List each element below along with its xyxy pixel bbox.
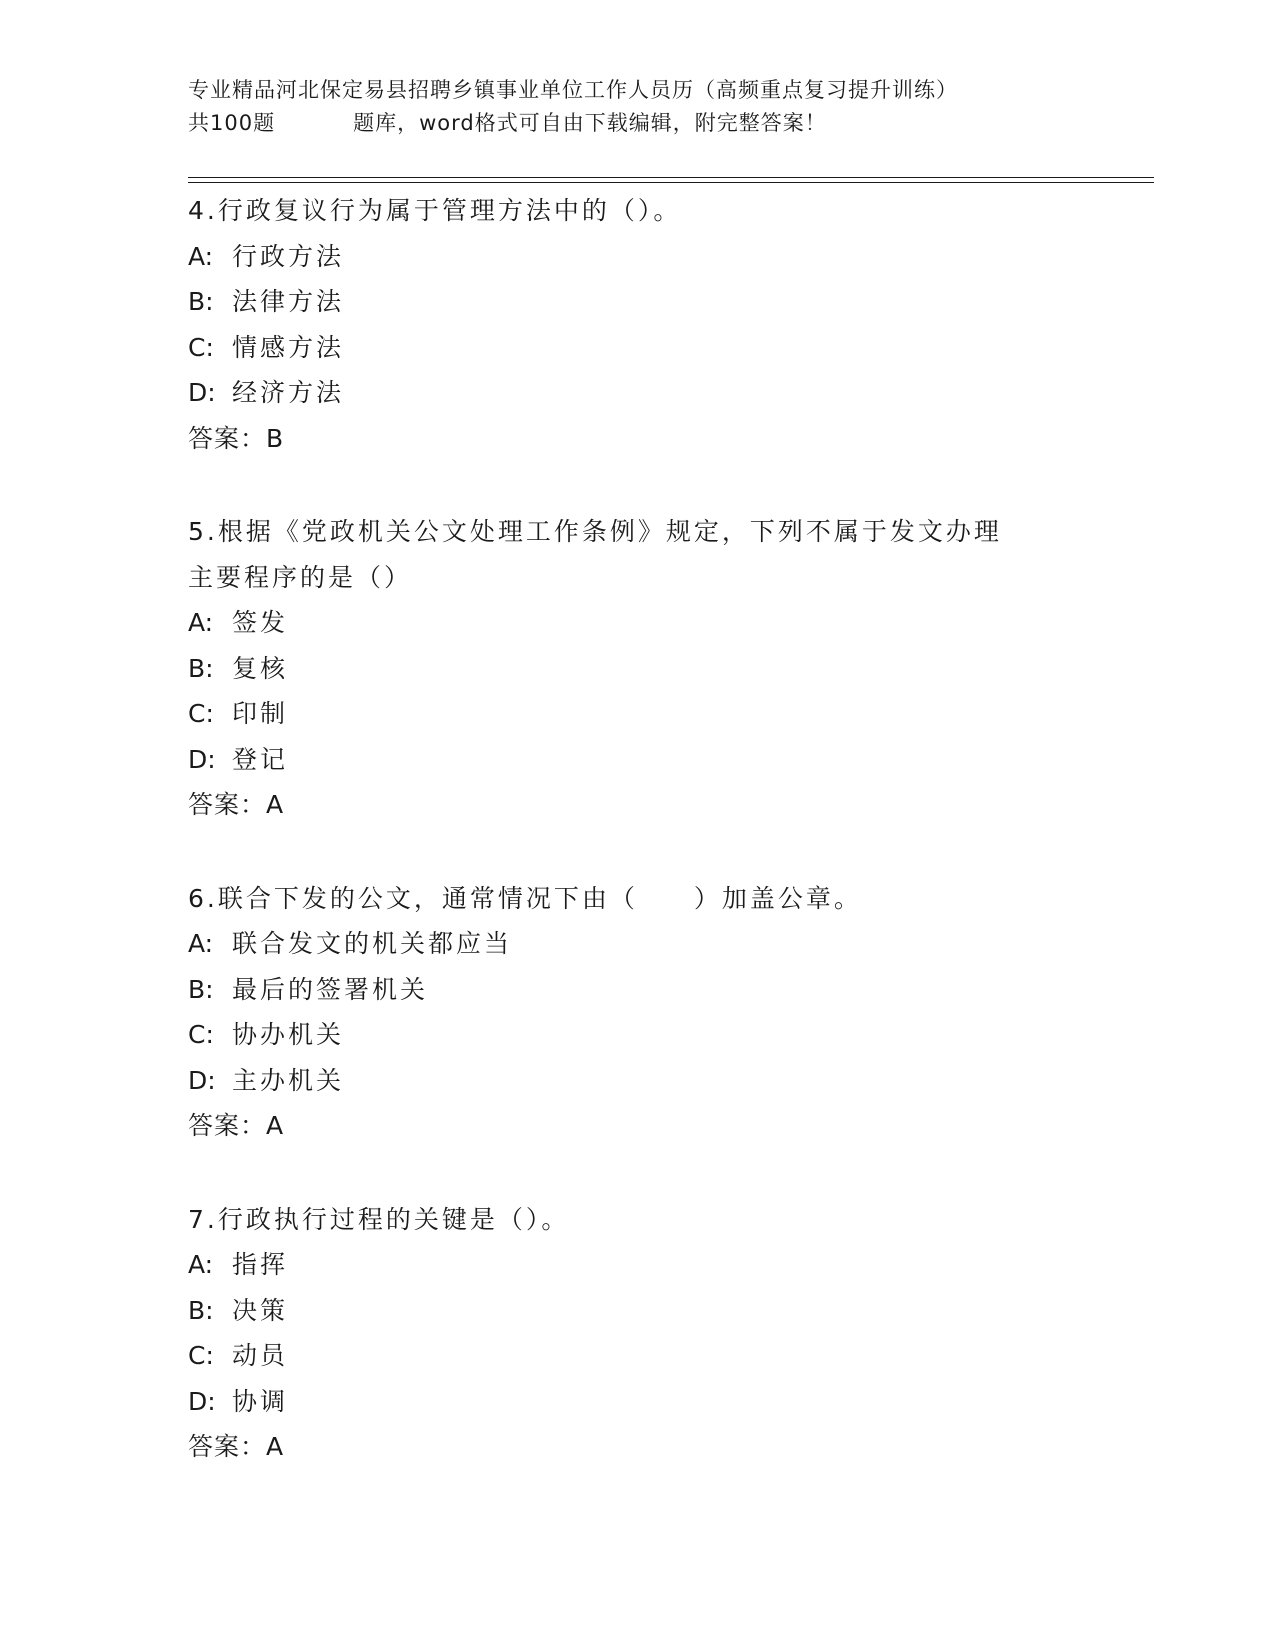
option-text: 动员 xyxy=(232,1341,289,1370)
option-letter: D: xyxy=(188,1065,216,1095)
option-text: 主办机关 xyxy=(232,1065,345,1095)
option-text: 情感方法 xyxy=(232,332,345,362)
option-letter: B: xyxy=(188,1295,214,1325)
option-b xyxy=(188,1288,1108,1334)
option-letter: C: xyxy=(188,1020,214,1049)
option-d xyxy=(188,737,1108,783)
option-letter: C: xyxy=(188,332,214,362)
header-description: 题库，word格式可自由下载编辑，附完整答案！ xyxy=(353,111,827,135)
option-text: 法律方法 xyxy=(232,287,345,316)
question-stem: 5.根据《党政机关公文处理工作条例》规定，下列不属于发文办理主要程序的是（） xyxy=(188,517,1002,592)
header-divider-top xyxy=(188,177,1154,178)
option-text: 行政方法 xyxy=(232,241,345,271)
option-text: 联合发文的机关都应当 xyxy=(232,929,513,958)
option-letter: D: xyxy=(188,1386,216,1416)
question-stem: 7.行政执行过程的关键是（）。 xyxy=(188,1204,570,1234)
option-letter: B: xyxy=(188,653,214,683)
question-stem: 4.行政复议行为属于管理方法中的（）。 xyxy=(188,196,682,225)
answer-line: 答案：A xyxy=(188,1111,285,1140)
option-letter: A: xyxy=(188,608,214,637)
question-item xyxy=(188,188,1108,461)
header-divider-bottom xyxy=(188,182,1154,183)
option-letter: A: xyxy=(188,1250,214,1279)
option-a xyxy=(188,1242,1108,1288)
question-item xyxy=(188,1197,1108,1470)
header-title: 专业精品河北保定易县招聘乡镇事业单位工作人员历（高频重点复习提升训练） xyxy=(188,78,958,102)
option-text: 指挥 xyxy=(232,1250,289,1279)
question-count: 共100题 xyxy=(188,111,276,135)
option-letter: C: xyxy=(188,699,214,728)
option-a xyxy=(188,921,1108,967)
question-stem: 6.联合下发的公文，通常情况下由（ ）加盖公章。 xyxy=(188,883,862,913)
option-text: 复核 xyxy=(232,653,289,683)
option-letter: D: xyxy=(188,378,216,407)
option-c xyxy=(188,691,1108,737)
option-text: 协调 xyxy=(232,1386,289,1416)
option-c xyxy=(188,1012,1108,1058)
document-header xyxy=(188,74,1148,140)
option-c xyxy=(188,325,1108,371)
option-d xyxy=(188,1379,1108,1425)
option-d xyxy=(188,1058,1108,1104)
question-item xyxy=(188,876,1108,1149)
option-letter: D: xyxy=(188,744,216,774)
option-b xyxy=(188,967,1108,1013)
option-letter: A: xyxy=(188,929,214,958)
answer-line: 答案：A xyxy=(188,1432,285,1461)
header-subtitle xyxy=(188,107,1148,140)
option-letter: B: xyxy=(188,974,214,1004)
option-text: 最后的签署机关 xyxy=(232,974,429,1004)
option-b xyxy=(188,646,1108,692)
option-a xyxy=(188,234,1108,280)
option-a xyxy=(188,600,1108,646)
option-b xyxy=(188,279,1108,325)
question-list xyxy=(188,188,1108,1518)
option-d xyxy=(188,370,1108,416)
option-text: 协办机关 xyxy=(232,1020,345,1049)
option-text: 决策 xyxy=(232,1295,289,1325)
option-text: 登记 xyxy=(232,744,289,774)
option-text: 签发 xyxy=(232,608,289,637)
option-c xyxy=(188,1333,1108,1379)
answer-line: 答案：B xyxy=(188,423,285,453)
answer-line: 答案：A xyxy=(188,790,285,819)
question-item xyxy=(188,509,1108,828)
option-letter: C: xyxy=(188,1341,214,1370)
option-text: 经济方法 xyxy=(232,378,345,407)
option-letter: A: xyxy=(188,241,214,271)
option-text: 印制 xyxy=(232,699,289,728)
option-letter: B: xyxy=(188,287,214,316)
